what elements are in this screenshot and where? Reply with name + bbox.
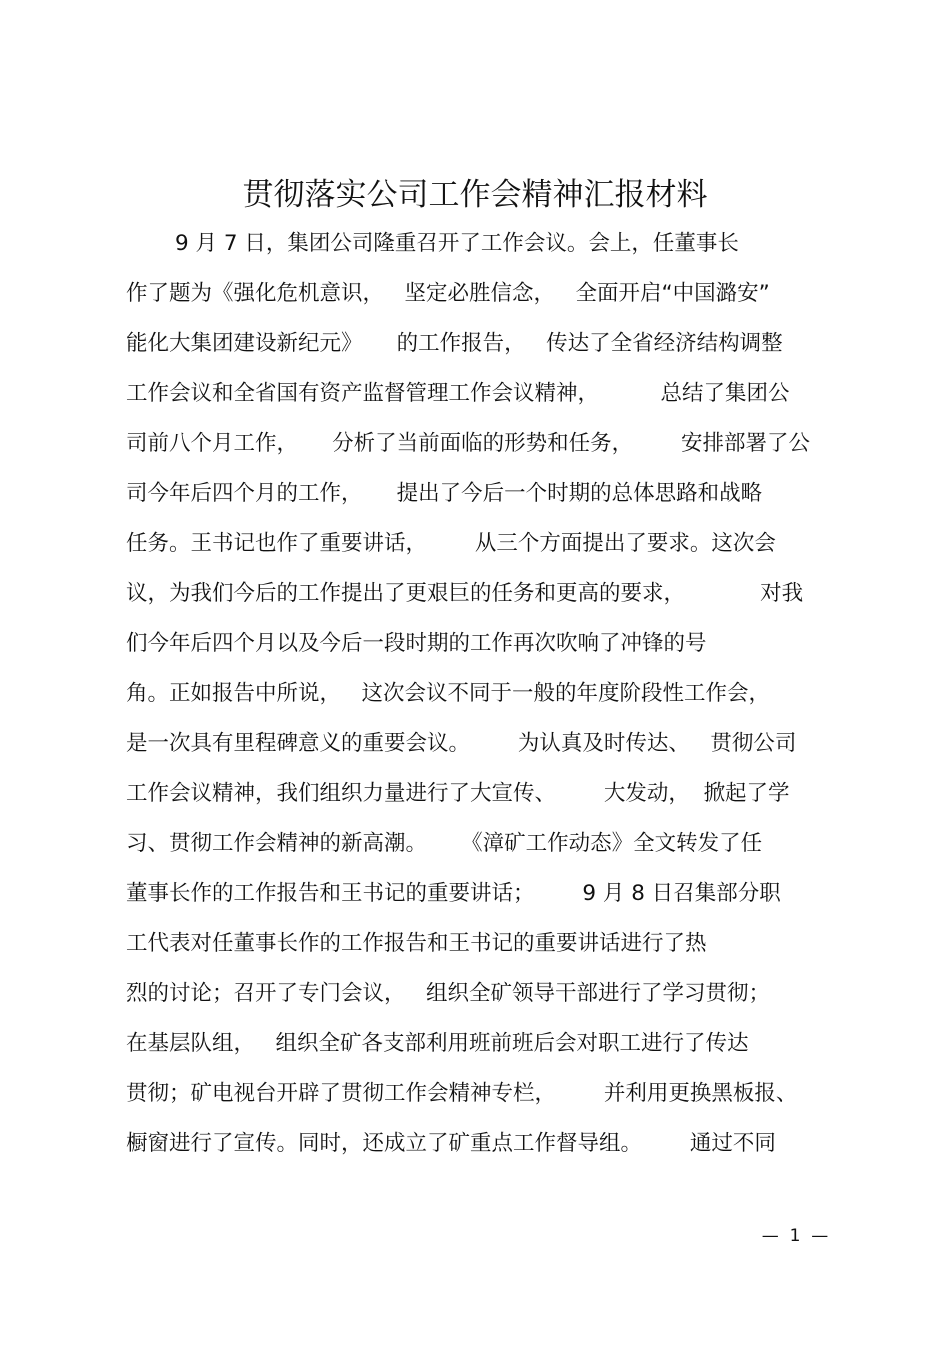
body-line: 橱窗进行了宣传。同时，还成立了矿重点工作督导组。 通过不同	[126, 1131, 776, 1156]
body-line: 角。正如报告中所说， 这次会议不同于一般的年度阶段性工作会，	[126, 681, 771, 706]
body-line: 工作会议和全省国有资产监督管理工作会议精神， 总结了集团公	[126, 381, 790, 406]
body-line: 司前八个月工作， 分析了当前面临的形势和任务， 安排部署了公	[126, 431, 811, 456]
page-number: — 1 —	[761, 1226, 829, 1246]
body-line: 烈的讨论；召开了专门会议， 组织全矿领导干部进行了学习贯彻；	[126, 981, 771, 1006]
body-line: 任务。王书记也作了重要讲话， 从三个方面提出了要求。这次会	[126, 531, 776, 556]
body-line: 在基层队组， 组织全矿各支部利用班前班后会对职工进行了传达	[126, 1031, 749, 1056]
body-line: 议，为我们今后的工作提出了更艰巨的任务和更高的要求， 对我	[126, 581, 804, 606]
body-line: 工作会议精神，我们组织力量进行了大宣传、 大发动， 掀起了学	[126, 781, 790, 806]
body-line: 们今年后四个月以及今后一段时期的工作再次吹响了冲锋的号	[126, 631, 707, 656]
body-line: 能化大集团建设新纪元》 的工作报告， 传达了全省经济结构调整	[126, 331, 783, 356]
body-line: 工代表对任董事长作的工作报告和王书记的重要讲话进行了热	[126, 931, 707, 956]
body-line: 习、贯彻工作会精神的新高潮。 《漳矿工作动态》全文转发了任	[126, 831, 763, 856]
body-line: 司今年后四个月的工作， 提出了今后一个时期的总体思路和战略	[126, 481, 763, 506]
body-line: 董事长作的工作报告和王书记的重要讲话； 9 月 8 日召集部分职	[126, 881, 781, 906]
body-line: 贯彻；矿电视台开辟了贯彻工作会精神专栏， 并利用更换黑板报、	[126, 1081, 798, 1106]
body-line: 作了题为《强化危机意识， 坚定必胜信念， 全面开启“中国潞安”	[126, 281, 770, 306]
body-line: 9 月 7 日，集团公司隆重召开了工作会议。会上，任董事长	[175, 231, 739, 256]
document-title: 贯彻落实公司工作会精神汇报材料	[242, 177, 708, 213]
body-line: 是一次具有里程碑意义的重要会议。 为认真及时传达、 贯彻公司	[126, 731, 797, 756]
